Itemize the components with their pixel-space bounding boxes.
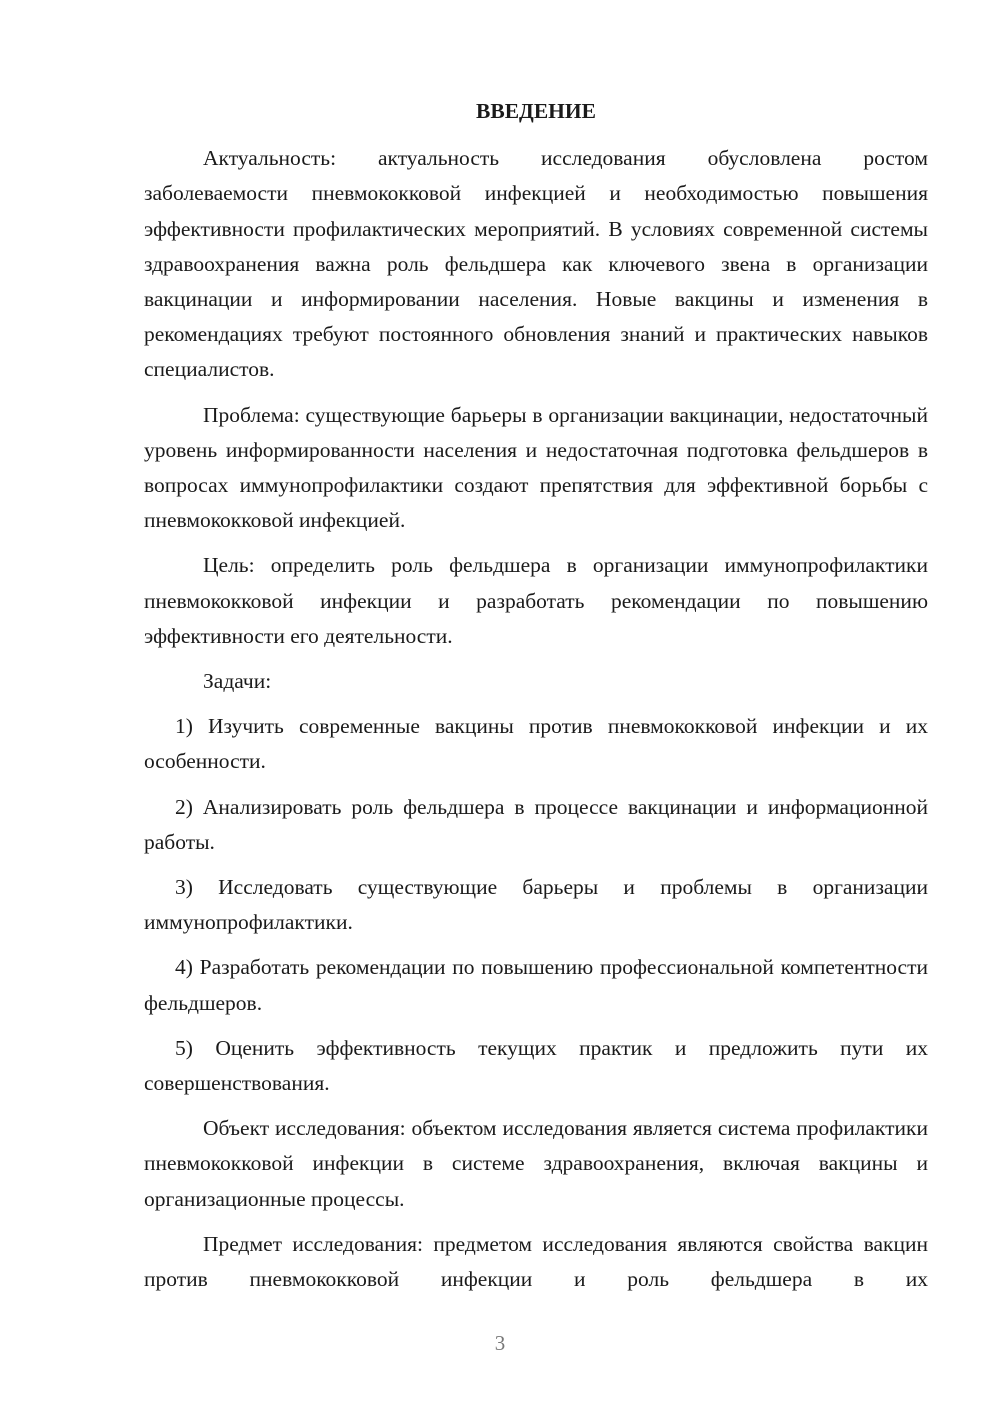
tasks-label: Задачи: <box>203 669 272 694</box>
subject-paragraph: Предмет исследования: предметом исследования являются свойства вакцин против пневмококковой инфекции и роль фельдшера в их <box>144 1231 928 1292</box>
task-item: 5) Оценить эффективность текущих практик и предложить пути их совершенствования. <box>144 1035 928 1096</box>
relevance-paragraph: Актуальность: актуальность исследования обусловлена ростом заболеваемости пневмококковой инфекцией и необходимостью повышения эффективности профилактических мероприятий. В условиях современной системы здравоохранения важна роль фельдшера как ключевого звена в организации вакцинации и информировании населения. Новые вакцины и изменения в рекомендациях требуют постоянного обновления знаний и практических навыков специалистов. <box>144 146 928 382</box>
section-heading: ВВЕДЕНИЕ <box>476 99 596 123</box>
task-item: 4) Разработать рекомендации по повышению профессиональной компетентности фельдшеров. <box>144 955 928 1015</box>
task-item: 3) Исследовать существующие барьеры и проблемы в организации иммунопрофилактики. <box>144 875 928 935</box>
page-number: 3 <box>494 1331 506 1355</box>
page-content <box>144 94 928 1307</box>
task-item: 1) Изучить современные вакцины против пневмококковой инфекции и их особенности. <box>144 714 928 774</box>
task-item: 2) Анализировать роль фельдшера в процессе вакцинации и информационной работы. <box>144 794 928 854</box>
goal-paragraph: Цель: определить роль фельдшера в организации иммунопрофилактики пневмококковой инфекции и разработать рекомендации по повышению эффективности его деятельности. <box>144 553 928 648</box>
object-paragraph: Объект исследования: объектом исследования является система профилактики пневмококковой инфекции в системе здравоохранения, включая вакцины и организационные процессы. <box>144 1116 928 1211</box>
problem-paragraph: Проблема: существующие барьеры в организации вакцинации, недостаточный уровень информированности населения и недостаточная подготовка фельдшеров в вопросах иммунопрофилактики создают препятствия для эффективной борьбы с пневмококковой инфекцией. <box>144 402 928 533</box>
